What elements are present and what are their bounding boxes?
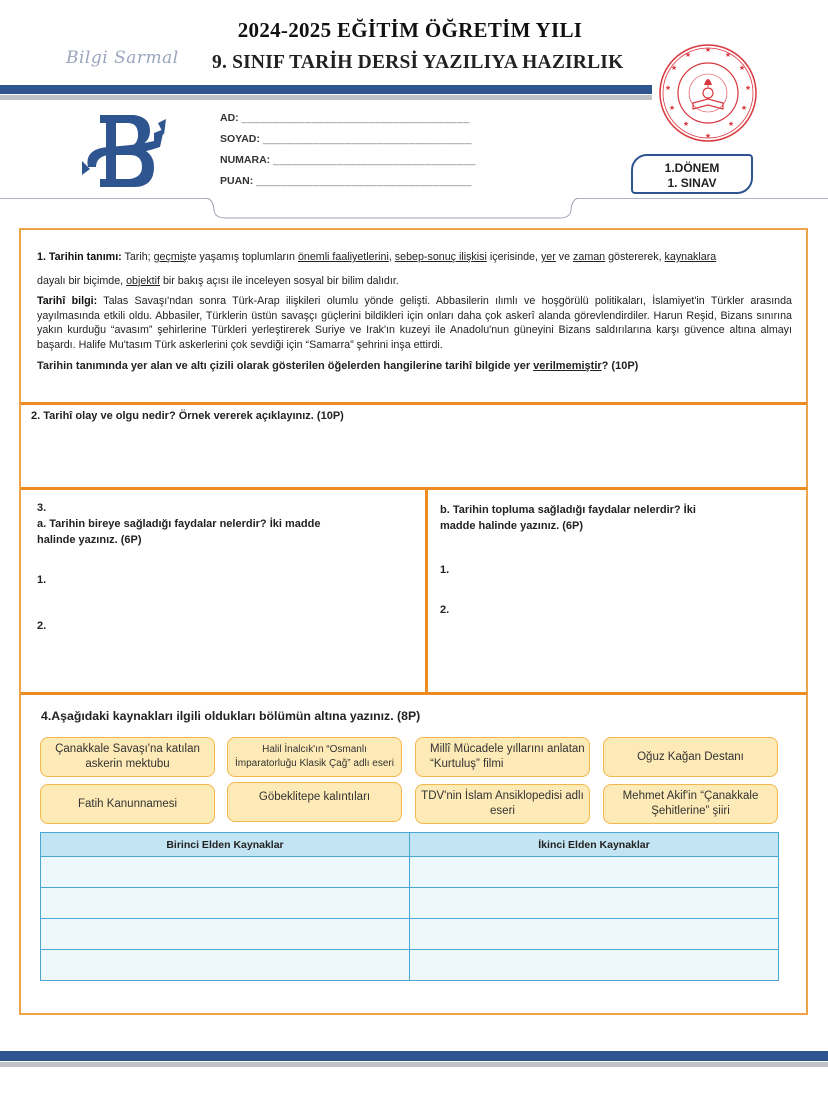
meb-seal-icon [658, 43, 758, 143]
source-chip[interactable]: Millî Mücadele yıllarını anlatan “Kurtuluş” filmi [415, 737, 590, 777]
svg-text:★: ★ [684, 52, 692, 59]
question-3a-prompt-cont: halinde yazınız. (6P) [37, 534, 142, 546]
student-info-form [220, 108, 476, 192]
answer-slot-2[interactable]: 2. [37, 620, 47, 632]
header-gray-bar [0, 95, 652, 100]
answer-slot-2[interactable]: 2. [440, 604, 450, 616]
history-definition-cont: dayalı bir biçimde, objektif bir bakış açısı ile inceleyen sosyal bir bilim dalıdır. [37, 274, 399, 287]
table-cell[interactable] [410, 888, 779, 919]
table-cell[interactable] [41, 857, 410, 888]
question-4-prompt: 4.Aşağıdaki kaynakları ilgili oldukları bölümün altına yazınız. (8P) [41, 709, 421, 723]
term-badge [631, 154, 753, 194]
svg-text:★: ★ [670, 65, 678, 72]
table-row [41, 857, 779, 888]
section-divider [21, 692, 807, 695]
number-field[interactable]: NUMARA: ________________________________ [220, 154, 476, 166]
svg-text:★: ★ [664, 85, 672, 92]
footer-gray-bar [0, 1062, 828, 1067]
question-3b-prompt-cont: madde halinde yazınız. (6P) [440, 520, 584, 532]
question-1-prompt: Tarihin tanımında yer alan ve altı çizili olarak gösterilen öğelerden hangilerine tarihî bilgide yer verilmemiştir? (10P) [37, 360, 639, 372]
column-header-secondary-sources: İkinci Elden Kaynaklar [410, 833, 779, 857]
svg-text:★: ★ [668, 105, 676, 112]
question-2-prompt: 2. Tarihî olay ve olgu nedir? Örnek vererek açıklayınız. (10P) [31, 410, 344, 422]
score-field[interactable]: PUAN: __________________________________ [220, 175, 472, 187]
question-3b-prompt: b. Tarihin topluma sağladığı faydalar nelerdir? İki [440, 504, 696, 516]
table-cell[interactable] [41, 888, 410, 919]
section-divider [21, 402, 807, 405]
svg-text:★: ★ [738, 65, 746, 72]
answer-slot-1[interactable]: 1. [37, 574, 47, 586]
svg-text:★: ★ [724, 52, 732, 59]
footer-blue-bar [0, 1051, 828, 1061]
column-divider [425, 488, 428, 694]
source-chip[interactable]: Oğuz Kağan Destanı [603, 737, 778, 777]
table-cell[interactable] [410, 950, 779, 981]
table-cell[interactable] [41, 950, 410, 981]
svg-text:★: ★ [704, 47, 712, 54]
table-row [41, 919, 779, 950]
history-definition: 1. Tarihin tanımı: Tarih; geçmişte yaşamış toplumların önemli faaliyetlerini, sebep-sonuç ilişkisi içerisinde, yer ve zaman göstererek, kaynaklara [37, 251, 717, 263]
question-3a [37, 500, 367, 634]
question-1 [21, 230, 806, 403]
historical-info: Tarihî bilgi: Talas Savaşı'ndan sonra Türk-Arap ilişkileri olumlu yönde gelişti. Abbasilerin ılımlı ve hoşgörülü politikaları, İslamiyet'in Türkler arasında yayılmasında etkili oldu. Abbasiler, Türklerin üstün savaşçı güçlerini bildikleri için onları daha çok askerî alanda görevlendirdiler. Harun Reşid, Bizans sınırına yakın kurduğu “avasım” şehirlerine Türkleri yerleştirerek Suriye ve Irak'ın kuzeyi ile Anadolu'nun güneyini Bizans saldırılarına karşı güvence altına almayı başardı. Halife Mu'tasım Türk askerlerini çok sevdiği için “Samarra” şehrini inşa ettirdi. [37, 295, 792, 351]
svg-text:★: ★ [744, 85, 752, 92]
name-field[interactable]: AD: ____________________________________ [220, 112, 470, 124]
exam-label: 1. SINAV [667, 176, 717, 190]
source-classification-table [40, 832, 779, 981]
question-3a-prompt: a. Tarihin bireye sağladığı faydalar nelerdir? İki madde [37, 518, 321, 530]
question-3-number: 3. [37, 502, 47, 514]
source-chip[interactable]: TDV'nin İslam Ansiklopedisi adlı eseri [415, 784, 590, 824]
svg-text:★: ★ [704, 133, 712, 140]
section-divider [21, 487, 807, 490]
source-chip[interactable]: Halil İnalcık'ın “Osmanlı İmparatorluğu Klasik Çağ” adlı eseri [227, 737, 402, 777]
surname-field[interactable]: SOYAD: _________________________________ [220, 133, 473, 145]
publisher-logo-icon [78, 111, 168, 191]
exam-year-title: 2024-2025 EĞİTİM ÖĞRETİM YILI [237, 18, 583, 42]
question-3b [440, 502, 780, 618]
svg-text:★: ★ [682, 121, 690, 128]
header-blue-bar [0, 85, 652, 94]
term-label: 1.DÖNEM [664, 161, 720, 175]
source-chip[interactable]: Fatih Kanunnamesi [40, 784, 215, 824]
header-tab-curve [205, 198, 580, 220]
exam-subject-title: 9. SINIF TARİH DERSİ YAZILIYA HAZIRLIK [212, 52, 624, 73]
column-header-primary-sources: Birinci Elden Kaynaklar [41, 833, 410, 857]
table-row [41, 888, 779, 919]
source-chip[interactable]: Çanakkale Savaşı'na katılan askerin mektubu [40, 737, 215, 777]
source-chip[interactable]: Göbeklitepe kalıntıları [227, 782, 402, 822]
source-chip[interactable]: Mehmet Akif'in “Çanakkale Şehitlerine” şiiri [603, 784, 778, 824]
svg-text:★: ★ [740, 105, 748, 112]
svg-text:★: ★ [727, 121, 735, 128]
table-cell[interactable] [41, 919, 410, 950]
table-cell[interactable] [410, 919, 779, 950]
table-cell[interactable] [410, 857, 779, 888]
publisher-signature: Bilgi Sarmal [66, 48, 179, 68]
answer-slot-1[interactable]: 1. [440, 564, 450, 576]
table-row [41, 950, 779, 981]
